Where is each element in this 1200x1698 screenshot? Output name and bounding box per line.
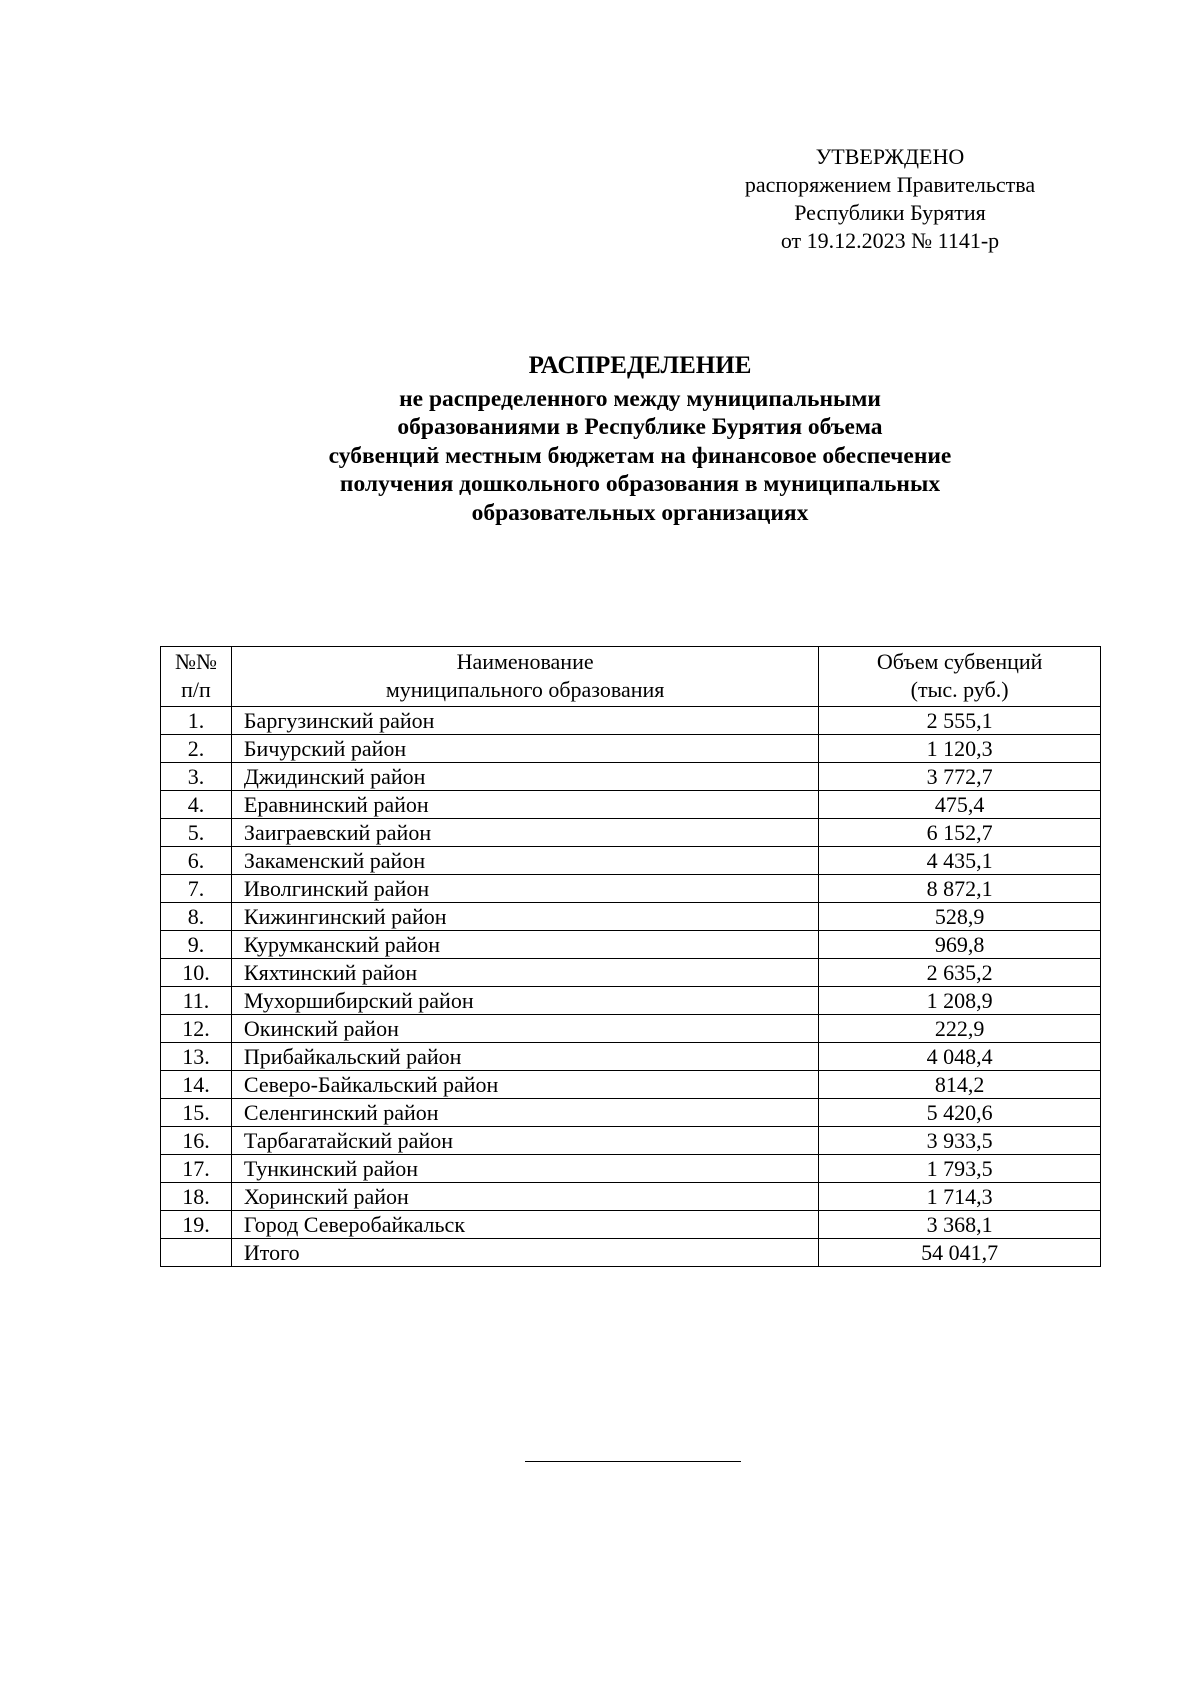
row-number: 2. bbox=[161, 735, 232, 763]
row-number: 9. bbox=[161, 931, 232, 959]
total-value: 54 041,7 bbox=[819, 1239, 1101, 1267]
row-value: 1 208,9 bbox=[819, 987, 1101, 1015]
title-line: не распределенного между муниципальными bbox=[399, 385, 881, 412]
row-number: 10. bbox=[161, 959, 232, 987]
title-line: получения дошкольного образования в муниципальных bbox=[339, 471, 941, 497]
row-name: Закаменский район bbox=[231, 847, 818, 875]
approval-republic: Республики Бурятия bbox=[794, 200, 986, 225]
table-row bbox=[161, 1071, 1101, 1099]
approval-heading: УТВЕРЖДЕНО bbox=[815, 144, 965, 169]
row-value: 475,4 bbox=[819, 791, 1101, 819]
table-row bbox=[161, 959, 1101, 987]
row-name: Тункинский район bbox=[231, 1155, 818, 1183]
row-value: 1 793,5 bbox=[819, 1155, 1101, 1183]
row-name: Прибайкальский район bbox=[231, 1043, 818, 1071]
row-name: Мухоршибирский район bbox=[231, 987, 818, 1015]
row-name: Селенгинский район bbox=[231, 1099, 818, 1127]
row-value: 814,2 bbox=[819, 1071, 1101, 1099]
closing-rule bbox=[525, 1461, 741, 1462]
table-row bbox=[161, 987, 1101, 1015]
row-value: 5 420,6 bbox=[819, 1099, 1101, 1127]
table-row bbox=[161, 1099, 1101, 1127]
header-value bbox=[819, 647, 1101, 707]
header-name-line2: муниципального образования bbox=[385, 677, 665, 702]
row-value: 3 933,5 bbox=[819, 1127, 1101, 1155]
row-number: 11. bbox=[161, 987, 232, 1015]
title-main: РАСПРЕДЕЛЕНИЕ bbox=[528, 352, 752, 379]
row-number: 14. bbox=[161, 1071, 232, 1099]
row-value: 4 435,1 bbox=[819, 847, 1101, 875]
row-value: 969,8 bbox=[819, 931, 1101, 959]
row-name: Окинский район bbox=[231, 1015, 818, 1043]
row-number: 19. bbox=[161, 1211, 232, 1239]
table-body bbox=[161, 707, 1101, 1267]
table-row bbox=[161, 847, 1101, 875]
table-row bbox=[161, 763, 1101, 791]
row-name: Баргузинский район bbox=[231, 707, 818, 735]
row-name: Джидинский район bbox=[231, 763, 818, 791]
row-name: Кяхтинский район bbox=[231, 959, 818, 987]
row-value: 528,9 bbox=[819, 903, 1101, 931]
row-name: Тарбагатайский район bbox=[231, 1127, 818, 1155]
row-number: 8. bbox=[161, 903, 232, 931]
table-row bbox=[161, 707, 1101, 735]
row-value: 2 555,1 bbox=[819, 707, 1101, 735]
table-row bbox=[161, 1043, 1101, 1071]
row-number: 4. bbox=[161, 791, 232, 819]
row-number: 17. bbox=[161, 1155, 232, 1183]
row-name: Еравнинский район bbox=[231, 791, 818, 819]
total-row bbox=[161, 1239, 1101, 1267]
document-title bbox=[160, 352, 1120, 527]
row-number: 13. bbox=[161, 1043, 232, 1071]
row-name: Бичурский район bbox=[231, 735, 818, 763]
row-name: Город Северобайкальск bbox=[231, 1211, 818, 1239]
distribution-table bbox=[160, 646, 1101, 1267]
table-row bbox=[161, 819, 1101, 847]
header-name bbox=[231, 647, 818, 707]
total-number bbox=[161, 1239, 232, 1267]
header-number-line1: №№ bbox=[174, 649, 217, 674]
header-name-line1: Наименование bbox=[456, 649, 594, 674]
header-number bbox=[161, 647, 232, 707]
row-name: Северо-Байкальский район bbox=[231, 1071, 818, 1099]
row-number: 7. bbox=[161, 875, 232, 903]
row-value: 3 772,7 bbox=[819, 763, 1101, 791]
table-row bbox=[161, 875, 1101, 903]
title-line: образовательных организациях bbox=[471, 499, 809, 526]
row-value: 4 048,4 bbox=[819, 1043, 1101, 1071]
table-row bbox=[161, 735, 1101, 763]
table-row bbox=[161, 1183, 1101, 1211]
row-number: 1. bbox=[161, 707, 232, 735]
approval-date-number: от 19.12.2023 № 1141-р bbox=[780, 228, 1000, 253]
approval-stamp bbox=[700, 143, 1080, 255]
row-number: 3. bbox=[161, 763, 232, 791]
table-row bbox=[161, 1211, 1101, 1239]
row-value: 8 872,1 bbox=[819, 875, 1101, 903]
row-value: 1 714,3 bbox=[819, 1183, 1101, 1211]
approval-issuer: распоряжением Правительства bbox=[744, 172, 1036, 197]
row-number: 16. bbox=[161, 1127, 232, 1155]
title-line: субвенций местным бюджетам на финансовое обеспечение bbox=[328, 442, 952, 469]
row-value: 6 152,7 bbox=[819, 819, 1101, 847]
total-name: Итого bbox=[231, 1239, 818, 1267]
header-value-line1: Объем субвенций bbox=[876, 649, 1043, 674]
row-value: 2 635,2 bbox=[819, 959, 1101, 987]
row-name: Иволгинский район bbox=[231, 875, 818, 903]
header-number-line2: п/п bbox=[181, 677, 211, 702]
table-row bbox=[161, 903, 1101, 931]
row-name: Курумканский район bbox=[231, 931, 818, 959]
row-name: Кижингинский район bbox=[231, 903, 818, 931]
row-value: 222,9 bbox=[819, 1015, 1101, 1043]
row-name: Заиграевский район bbox=[231, 819, 818, 847]
table-row bbox=[161, 791, 1101, 819]
row-number: 5. bbox=[161, 819, 232, 847]
row-number: 6. bbox=[161, 847, 232, 875]
table-row bbox=[161, 1015, 1101, 1043]
title-line: образованиями в Республике Бурятия объема bbox=[397, 414, 883, 440]
table-row bbox=[161, 1127, 1101, 1155]
table-row bbox=[161, 1155, 1101, 1183]
row-number: 18. bbox=[161, 1183, 232, 1211]
table-header-row bbox=[161, 647, 1101, 707]
row-number: 12. bbox=[161, 1015, 232, 1043]
table-row bbox=[161, 931, 1101, 959]
row-number: 15. bbox=[161, 1099, 232, 1127]
header-value-line2: (тыс. руб.) bbox=[910, 677, 1009, 702]
row-name: Хоринский район bbox=[231, 1183, 818, 1211]
row-value: 1 120,3 bbox=[819, 735, 1101, 763]
row-value: 3 368,1 bbox=[819, 1211, 1101, 1239]
